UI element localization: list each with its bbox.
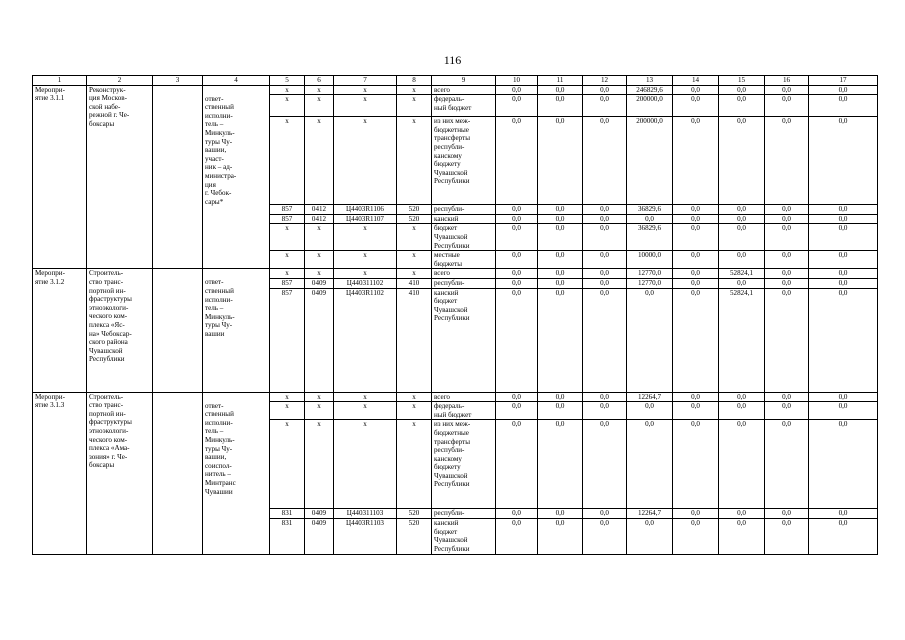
value-cell: 0,0 (673, 509, 719, 519)
value-cell: 0,0 (673, 214, 719, 224)
value-cell: 0,0 (538, 288, 583, 392)
value-cell: 410 (397, 288, 432, 392)
value-cell: 0,0 (496, 278, 538, 288)
value-cell: 831 (270, 509, 305, 519)
funding-source: всего (432, 269, 496, 279)
table-row (33, 85, 878, 95)
responsible-executor: ответ- ственный исполни- тель – Минкуль- туры Чу- вашии, участ- ник – ад- министра- ция г. Чебок- сары* (203, 95, 270, 269)
value-cell: 0,0 (809, 402, 878, 420)
value-cell: x (305, 224, 334, 251)
column-header: 6 (305, 76, 334, 86)
column-header: 14 (673, 76, 719, 86)
measure-label: Меропри- ятие 3.1.3 (33, 392, 87, 554)
value-cell: 0,0 (719, 392, 765, 402)
value-cell: 0,0 (496, 269, 538, 279)
value-cell: 0,0 (538, 269, 583, 279)
value-cell: 12264,7 (627, 509, 673, 519)
measure-label: Меропри- ятие 3.1.1 (33, 85, 87, 269)
value-cell: 36829,6 (627, 205, 673, 215)
column-header: 13 (627, 76, 673, 86)
value-cell: 410 (397, 278, 432, 288)
value-cell: 0,0 (583, 509, 627, 519)
value-cell: 857 (270, 214, 305, 224)
column-header: 4 (203, 76, 270, 86)
value-cell: 0,0 (538, 278, 583, 288)
funding-source: бюджет Чувашской Республики (432, 224, 496, 251)
value-cell: 0,0 (765, 251, 809, 269)
value-cell: 0,0 (719, 117, 765, 205)
value-cell: 0,0 (496, 392, 538, 402)
value-cell: 0,0 (765, 420, 809, 509)
value-cell: 0,0 (719, 85, 765, 95)
value-cell: 0,0 (809, 278, 878, 288)
value-cell: 0,0 (496, 224, 538, 251)
value-cell: 0,0 (765, 117, 809, 205)
value-cell: 0,0 (765, 214, 809, 224)
value-cell: x (397, 85, 432, 95)
funding-source: республи- (432, 278, 496, 288)
value-cell: 520 (397, 509, 432, 519)
value-cell: 0,0 (583, 288, 627, 392)
value-cell: 12770,0 (627, 278, 673, 288)
value-cell: 0,0 (765, 509, 809, 519)
column-header: 17 (809, 76, 878, 86)
value-cell: 0,0 (583, 117, 627, 205)
value-cell: x (397, 224, 432, 251)
value-cell: 0,0 (496, 509, 538, 519)
value-cell: x (397, 392, 432, 402)
funding-source: республи- (432, 509, 496, 519)
value-cell: 0,0 (583, 205, 627, 215)
value-cell: 0,0 (719, 509, 765, 519)
value-cell: 0,0 (809, 117, 878, 205)
funding-source: всего (432, 85, 496, 95)
value-cell: Ц4403R1107 (334, 214, 397, 224)
empty-cell (153, 269, 203, 392)
value-cell: 0,0 (627, 518, 673, 554)
value-cell: 0,0 (673, 251, 719, 269)
value-cell: 0,0 (765, 95, 809, 117)
funding-source: федераль- ный бюджет (432, 95, 496, 117)
value-cell: 520 (397, 518, 432, 554)
responsible-cell-top (203, 269, 270, 279)
value-cell: 36829,6 (627, 224, 673, 251)
value-cell: x (397, 269, 432, 279)
value-cell: 0,0 (765, 518, 809, 554)
value-cell: 0409 (305, 518, 334, 554)
value-cell: 857 (270, 288, 305, 392)
value-cell: x (334, 392, 397, 402)
value-cell: x (334, 224, 397, 251)
value-cell: Ц440311103 (334, 509, 397, 519)
empty-cell (153, 392, 203, 554)
value-cell: 0,0 (583, 95, 627, 117)
value-cell: 0,0 (765, 205, 809, 215)
value-cell: 0,0 (496, 214, 538, 224)
value-cell: 0,0 (765, 392, 809, 402)
value-cell: 0,0 (673, 95, 719, 117)
value-cell: 246829,6 (627, 85, 673, 95)
column-header: 10 (496, 76, 538, 86)
value-cell: x (270, 269, 305, 279)
measure-description: Реконструк- ция Москов- ской набе- режной г. Че- боксары (87, 85, 153, 269)
responsible-executor: ответ- ственный исполни- тель – Минкуль- туры Чу- вашии, соиспол- нитель – Минтранс Чувашии (203, 402, 270, 555)
value-cell: 520 (397, 205, 432, 215)
header-row (33, 76, 878, 86)
value-cell: x (397, 251, 432, 269)
value-cell: 0,0 (765, 224, 809, 251)
value-cell: 0,0 (496, 251, 538, 269)
funding-source: республи- (432, 205, 496, 215)
value-cell: x (270, 402, 305, 420)
column-header: 11 (538, 76, 583, 86)
value-cell: 0,0 (809, 214, 878, 224)
value-cell: 0,0 (496, 288, 538, 392)
value-cell: 0,0 (538, 518, 583, 554)
value-cell: 0,0 (583, 420, 627, 509)
value-cell: x (397, 117, 432, 205)
value-cell: 0,0 (765, 85, 809, 95)
value-cell: 0,0 (809, 269, 878, 279)
value-cell: 0,0 (673, 85, 719, 95)
value-cell: 0,0 (583, 278, 627, 288)
value-cell: x (270, 95, 305, 117)
value-cell: 0409 (305, 288, 334, 392)
funding-source: канский бюджет Чувашской Республики (432, 518, 496, 554)
value-cell: Ц4403R1103 (334, 518, 397, 554)
value-cell: x (305, 117, 334, 205)
value-cell: 0,0 (765, 269, 809, 279)
value-cell: 0,0 (538, 224, 583, 251)
value-cell: 52824,1 (719, 269, 765, 279)
budget-table (32, 75, 878, 555)
value-cell: x (270, 224, 305, 251)
value-cell: 0,0 (583, 392, 627, 402)
value-cell: 0,0 (809, 518, 878, 554)
value-cell: 12770,0 (627, 269, 673, 279)
value-cell: x (270, 251, 305, 269)
value-cell: 0,0 (719, 251, 765, 269)
value-cell: 0,0 (809, 95, 878, 117)
value-cell: 0,0 (809, 251, 878, 269)
value-cell: 857 (270, 205, 305, 215)
value-cell: 0,0 (538, 392, 583, 402)
responsible-executor: ответ- ственный исполни- тель – Минкуль- туры Чу- вашии (203, 278, 270, 392)
column-header: 9 (432, 76, 496, 86)
column-header: 7 (334, 76, 397, 86)
value-cell: Ц440311102 (334, 278, 397, 288)
value-cell: 0,0 (673, 518, 719, 554)
empty-cell (153, 85, 203, 269)
value-cell: x (305, 95, 334, 117)
value-cell: 0,0 (538, 95, 583, 117)
value-cell: 0,0 (765, 288, 809, 392)
table-row (33, 269, 878, 279)
value-cell: x (334, 85, 397, 95)
funding-source: федераль- ный бюджет (432, 402, 496, 420)
value-cell: 0,0 (719, 518, 765, 554)
measure-description: Строитель- ство транс- портной ин- фраструктуры этноэкологи- ческого ком- плекса «Яс- на» Чебоксар- ского района Чувашской Республики (87, 269, 153, 392)
value-cell: 0409 (305, 278, 334, 288)
measure-label: Меропри- ятие 3.1.2 (33, 269, 87, 392)
value-cell: 0,0 (496, 205, 538, 215)
page-number: 116 (443, 53, 462, 67)
funding-source: всего (432, 392, 496, 402)
value-cell: 0,0 (673, 224, 719, 251)
value-cell: 0,0 (538, 251, 583, 269)
value-cell: x (334, 269, 397, 279)
value-cell: 0,0 (673, 288, 719, 392)
value-cell: x (270, 420, 305, 509)
value-cell: 0,0 (809, 420, 878, 509)
value-cell: 0,0 (719, 214, 765, 224)
value-cell: 0,0 (765, 402, 809, 420)
value-cell: 0,0 (538, 402, 583, 420)
value-cell: x (397, 95, 432, 117)
value-cell: 0,0 (538, 509, 583, 519)
column-header: 15 (719, 76, 765, 86)
value-cell: 0,0 (496, 420, 538, 509)
column-header: 1 (33, 76, 87, 86)
funding-source: из них меж- бюджетные трансферты республи- канскому бюджету Чувашской Республики (432, 420, 496, 509)
value-cell: 0,0 (583, 251, 627, 269)
value-cell: 0,0 (673, 420, 719, 509)
value-cell: x (334, 251, 397, 269)
value-cell: 0,0 (673, 117, 719, 205)
value-cell: x (270, 392, 305, 402)
value-cell: 0,0 (719, 278, 765, 288)
value-cell: 0,0 (809, 509, 878, 519)
value-cell: 0,0 (583, 518, 627, 554)
value-cell: 0,0 (538, 205, 583, 215)
value-cell: 0,0 (496, 95, 538, 117)
responsible-cell-top (203, 85, 270, 95)
value-cell: x (334, 117, 397, 205)
column-header: 12 (583, 76, 627, 86)
value-cell: 0,0 (719, 95, 765, 117)
value-cell: 0,0 (583, 402, 627, 420)
value-cell: 520 (397, 214, 432, 224)
value-cell: 0,0 (627, 288, 673, 392)
funding-source: местные бюджеты (432, 251, 496, 269)
value-cell: 857 (270, 278, 305, 288)
value-cell: 0,0 (673, 269, 719, 279)
value-cell: 0,0 (673, 402, 719, 420)
table-row (33, 392, 878, 402)
value-cell: x (334, 402, 397, 420)
value-cell: 0,0 (538, 85, 583, 95)
value-cell: 12264,7 (627, 392, 673, 402)
value-cell: 200000,0 (627, 117, 673, 205)
value-cell: 0,0 (719, 420, 765, 509)
value-cell: x (270, 85, 305, 95)
value-cell: x (305, 85, 334, 95)
value-cell: x (334, 95, 397, 117)
value-cell: 0,0 (583, 214, 627, 224)
value-cell: 0,0 (583, 269, 627, 279)
value-cell: 0412 (305, 214, 334, 224)
value-cell: x (397, 420, 432, 509)
funding-source: из них меж- бюджетные трансферты республи- канскому бюджету Чувашской Республики (432, 117, 496, 205)
value-cell: x (305, 269, 334, 279)
column-header: 2 (87, 76, 153, 86)
column-header: 16 (765, 76, 809, 86)
value-cell: 0,0 (809, 392, 878, 402)
value-cell: 0,0 (719, 205, 765, 215)
value-cell: 0,0 (809, 288, 878, 392)
value-cell: 0,0 (538, 117, 583, 205)
measure-description: Строитель- ство транс- портной ин- фраструктуры этноэкологи- ческого ком- плекса «Ама- зония» г. Че- боксары (87, 392, 153, 554)
value-cell: 0,0 (673, 278, 719, 288)
value-cell: 0,0 (496, 402, 538, 420)
value-cell: 0409 (305, 509, 334, 519)
value-cell: 0,0 (583, 85, 627, 95)
value-cell: 831 (270, 518, 305, 554)
value-cell: 0,0 (627, 420, 673, 509)
value-cell: 0,0 (496, 85, 538, 95)
value-cell: 0,0 (538, 214, 583, 224)
value-cell: 0,0 (583, 224, 627, 251)
value-cell: x (305, 420, 334, 509)
value-cell: 0,0 (809, 224, 878, 251)
value-cell: 0412 (305, 205, 334, 215)
value-cell: x (334, 420, 397, 509)
value-cell: 0,0 (496, 518, 538, 554)
column-header: 5 (270, 76, 305, 86)
value-cell: 52824,1 (719, 288, 765, 392)
value-cell: 0,0 (809, 205, 878, 215)
value-cell: Ц4403R1106 (334, 205, 397, 215)
funding-source: канский (432, 214, 496, 224)
value-cell: 0,0 (538, 420, 583, 509)
column-header: 8 (397, 76, 432, 86)
value-cell: 0,0 (496, 117, 538, 205)
value-cell: 0,0 (673, 205, 719, 215)
responsible-cell-top (203, 392, 270, 402)
value-cell: 0,0 (627, 402, 673, 420)
column-header: 3 (153, 76, 203, 86)
funding-source: канский бюджет Чувашской Республики (432, 288, 496, 392)
value-cell: 0,0 (719, 224, 765, 251)
value-cell: Ц4403R1102 (334, 288, 397, 392)
value-cell: x (270, 117, 305, 205)
value-cell: 0,0 (627, 214, 673, 224)
value-cell: x (305, 392, 334, 402)
value-cell: 0,0 (673, 392, 719, 402)
value-cell: x (305, 402, 334, 420)
value-cell: x (305, 251, 334, 269)
value-cell: 10000,0 (627, 251, 673, 269)
value-cell: 0,0 (719, 402, 765, 420)
value-cell: x (397, 402, 432, 420)
value-cell: 0,0 (809, 85, 878, 95)
value-cell: 200000,0 (627, 95, 673, 117)
value-cell: 0,0 (765, 278, 809, 288)
